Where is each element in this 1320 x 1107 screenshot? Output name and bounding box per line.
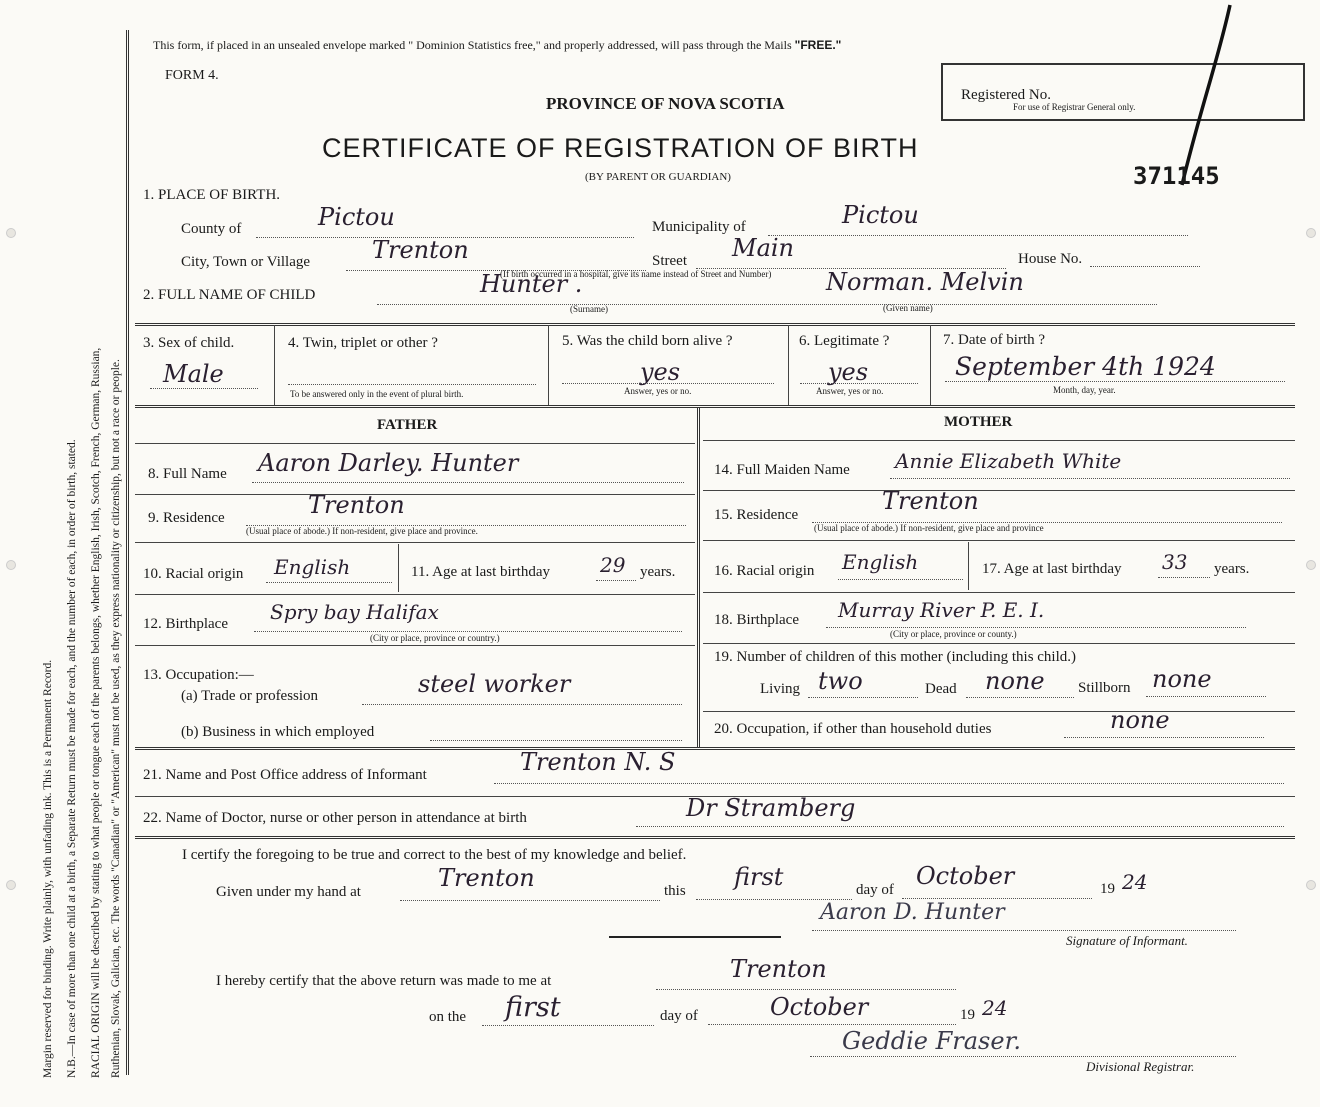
street-value: Main — [732, 234, 795, 262]
mother-children-label: 19. Number of children of this mother (including this child.) — [714, 649, 1077, 665]
municipality-line — [768, 235, 1188, 236]
stamp-rule — [609, 936, 781, 938]
city-value: Trenton — [372, 236, 469, 264]
doctor-value: Dr Stramberg — [686, 794, 856, 822]
row3-top-rule — [135, 323, 1295, 326]
sex-label: 3. Sex of child. — [143, 335, 235, 351]
row-rule — [703, 592, 1295, 593]
registrar-signature-line — [810, 1056, 1236, 1057]
mother-occupation-value: none — [1110, 706, 1170, 734]
row-rule — [703, 711, 1295, 712]
mother-residence-note: (Usual place of abode.) If non-resident, give place and province — [814, 523, 1044, 533]
mother-racial-line — [838, 579, 963, 580]
father-age-label: 11. Age at last birthday — [411, 564, 550, 580]
punch-hole — [1306, 228, 1316, 238]
punch-hole — [1306, 560, 1316, 570]
living-value: two — [818, 667, 863, 695]
registrar-month-value: October — [770, 993, 869, 1021]
mother-heading-rule — [703, 440, 1295, 441]
mother-heading: MOTHER — [944, 414, 1013, 430]
mother-occupation-line — [1064, 737, 1264, 738]
informant-line — [494, 783, 1284, 784]
father-residence-label: 9. Residence — [148, 510, 225, 526]
binding-margin-rule — [126, 30, 129, 1075]
row-rule — [135, 494, 695, 495]
row-rule — [703, 643, 1295, 644]
living-label: Living — [760, 681, 800, 697]
province-heading: PROVINCE OF NOVA SCOTIA — [546, 94, 785, 113]
day-of-label: day of — [856, 882, 894, 898]
registrar-day-value: first — [505, 992, 561, 1023]
mother-birthplace-value: Murray River P. E. I. — [838, 598, 1045, 622]
registrar-day-line — [482, 1025, 654, 1026]
father-birthplace-value: Spry bay Halifax — [270, 600, 439, 624]
given-caption: (Given name) — [883, 303, 933, 313]
dead-value: none — [985, 667, 1045, 695]
registrar-signature: Geddie Fraser. — [842, 1027, 1022, 1055]
registered-label: Registered No. — [961, 87, 1051, 103]
row-rule — [135, 542, 695, 543]
registrar-place-value: Trenton — [730, 955, 827, 983]
alive-label: 5. Was the child born alive ? — [562, 333, 733, 349]
given-under-hand-label: Given under my hand at — [216, 884, 361, 900]
mother-age-line — [1158, 577, 1210, 578]
punch-hole — [6, 880, 16, 890]
registrar-day-of-label: day of — [660, 1008, 698, 1024]
stillborn-line — [1146, 696, 1266, 697]
row-divider — [398, 544, 399, 592]
mother-birthplace-line — [826, 627, 1246, 628]
father-business-line — [430, 740, 682, 741]
father-trade-line — [362, 704, 682, 705]
margin-note-racial-1: RACIAL ORIGIN will be described by stating to what people or tongue each of the parents belongs, whether English, Irish, Scotch, French, German, Russian, — [90, 347, 102, 1078]
legitimate-label: 6. Legitimate ? — [799, 333, 890, 349]
informant-signature: Aaron D. Hunter — [820, 900, 1005, 925]
margin-note-nb: N.B.—In case of more than one child at a birth, a Separate Return must be made for each, and the number of each, in order of birth, stated. — [66, 439, 78, 1078]
living-line — [808, 697, 918, 698]
mother-residence-value: Trenton — [882, 487, 979, 515]
registrar-place-line — [656, 989, 956, 990]
registrar-cert-text: I hereby certify that the above return was made to me at — [216, 973, 552, 989]
child-name-label: 2. FULL NAME OF CHILD — [143, 287, 316, 303]
stillborn-value: none — [1152, 665, 1212, 693]
this-label: this — [664, 883, 686, 899]
municipality-value: Pictou — [842, 201, 919, 229]
registrar-caption: Divisional Registrar. — [1086, 1059, 1195, 1074]
row-rule — [703, 540, 1295, 541]
county-value: Pictou — [318, 203, 395, 231]
dob-note: Month, day, year. — [1053, 385, 1116, 395]
certificate-subtitle: (BY PARENT OR GUARDIAN) — [585, 171, 731, 183]
doctor-label: 22. Name of Doctor, nurse or other person in attendance at birth — [143, 810, 527, 826]
father-birthplace-note: (City or place, province or country.) — [370, 633, 500, 643]
hospital-note: (If birth occurred in a hospital, give its name instead of Street and Number) — [500, 269, 772, 279]
father-trade-value: steel worker — [418, 670, 571, 698]
alive-note: Answer, yes or no. — [624, 386, 692, 396]
twin-note: To be answered only in the event of plural birth. — [290, 389, 464, 399]
house-no-line — [1090, 266, 1200, 267]
child-name-line — [377, 304, 1157, 305]
stillborn-label: Stillborn — [1078, 680, 1131, 696]
registrar-month-line — [708, 1024, 956, 1025]
mother-name-line — [890, 478, 1290, 479]
twin-label: 4. Twin, triplet or other ? — [288, 335, 438, 351]
father-heading-rule — [135, 443, 695, 444]
surname-caption: (Surname) — [570, 304, 608, 314]
row3-divider — [548, 325, 549, 405]
margin-note-racial-2: Ruthenian, Slovak, Galician, etc. The words "Canadian" or "American" must not be used, as they express nationality or citizenship, but not a race or people. — [110, 359, 122, 1078]
row3-divider — [930, 325, 931, 405]
punch-hole — [1306, 880, 1316, 890]
street-label: Street — [652, 253, 687, 269]
father-age-line — [596, 580, 636, 581]
father-racial-line — [266, 582, 392, 583]
mother-birthplace-label: 18. Birthplace — [714, 612, 799, 628]
mother-occupation-label: 20. Occupation, if other than household duties — [714, 721, 992, 737]
informant-signature-caption: Signature of Informant. — [1066, 933, 1188, 948]
father-name-label: 8. Full Name — [148, 466, 227, 482]
father-age-unit: years. — [640, 564, 676, 580]
row-divider — [968, 542, 969, 590]
twin-line — [288, 384, 536, 385]
mother-racial-label: 16. Racial origin — [714, 563, 815, 579]
given-year-value: 24 — [1122, 870, 1148, 894]
registrar-use-note: For use of Registrar General only. — [1013, 102, 1136, 112]
mother-name-value: Annie Elizabeth White — [895, 449, 1122, 473]
row-rule — [135, 594, 695, 595]
mother-age-value: 33 — [1162, 550, 1188, 574]
mother-age-unit: years. — [1214, 561, 1250, 577]
informant-label: 21. Name and Post Office address of Informant — [143, 767, 427, 783]
county-label: County of — [181, 221, 242, 237]
form-number: FORM 4. — [165, 68, 219, 83]
city-label: City, Town or Village — [181, 254, 311, 270]
parents-divider — [697, 407, 700, 747]
dob-line — [945, 381, 1285, 382]
dob-label: 7. Date of birth ? — [943, 332, 1046, 348]
informant-value: Trenton N. S — [520, 748, 676, 776]
given-month-line — [902, 898, 1092, 899]
registration-number: 371145 — [1133, 162, 1220, 190]
given-year-prefix: 19 — [1100, 881, 1115, 897]
legitimate-value: yes — [828, 358, 869, 386]
father-age-value: 29 — [600, 553, 626, 577]
informant-signature-line — [812, 930, 1236, 931]
punch-hole — [6, 228, 16, 238]
father-heading: FATHER — [377, 417, 438, 433]
dob-value: September 4th 1924 — [955, 352, 1216, 381]
father-residence-value: Trenton — [308, 491, 405, 519]
doctor-line — [636, 826, 1284, 827]
house-no-label: House No. — [1018, 251, 1083, 267]
given-day-value: first — [734, 863, 784, 891]
sex-line — [150, 388, 258, 389]
certificate-title: CERTIFICATE OF REGISTRATION OF BIRTH — [322, 133, 919, 163]
row3-divider — [788, 325, 789, 405]
parents-bottom-rule — [135, 747, 1295, 750]
alive-value: yes — [640, 358, 681, 386]
given-place-line — [400, 900, 660, 901]
row3-divider — [274, 325, 275, 405]
mother-age-label: 17. Age at last birthday — [982, 561, 1122, 577]
registrar-year-prefix: 19 — [960, 1007, 975, 1023]
place-of-birth-heading: 1. PLACE OF BIRTH. — [143, 187, 281, 203]
parents-top-rule — [135, 405, 1295, 408]
legitimate-note: Answer, yes or no. — [816, 386, 884, 396]
child-given-value: Norman. Melvin — [826, 268, 1024, 296]
given-month-value: October — [916, 862, 1015, 890]
father-trade-label: (a) Trade or profession — [181, 688, 319, 704]
father-name-value: Aaron Darley. Hunter — [258, 449, 519, 477]
sex-value: Male — [163, 360, 224, 388]
mother-name-label: 14. Full Maiden Name — [714, 462, 850, 478]
registrar-year-value: 24 — [982, 996, 1008, 1020]
father-business-label: (b) Business in which employed — [181, 724, 375, 740]
father-racial-value: English — [274, 555, 351, 579]
mother-residence-label: 15. Residence — [714, 507, 799, 523]
given-place-value: Trenton — [438, 864, 535, 892]
father-occupation-label: 13. Occupation:— — [143, 667, 254, 683]
father-racial-label: 10. Racial origin — [143, 566, 244, 582]
certify-text: I certify the foregoing to be true and correct to the best of my knowledge and belief. — [182, 847, 687, 863]
row-rule — [703, 490, 1295, 491]
on-the-label: on the — [429, 1009, 467, 1025]
dead-label: Dead — [925, 681, 957, 697]
row-rule — [135, 645, 695, 646]
margin-note-binding: Margin reserved for binding. Write plainly, with unfading ink. This is a Permanent Record. — [42, 659, 54, 1078]
father-birthplace-label: 12. Birthplace — [143, 616, 228, 632]
mother-birthplace-note: (City or place, province or county.) — [890, 629, 1017, 639]
dead-line — [966, 697, 1074, 698]
father-name-line — [252, 482, 684, 483]
mother-racial-value: English — [842, 550, 919, 574]
mail-notice: This form, if placed in an unsealed envelope marked " Dominion Statistics free," and properly addressed, will pass through the Mails "FREE." — [153, 38, 842, 52]
child-surname-value: Hunter . — [480, 270, 583, 298]
father-birthplace-line — [254, 631, 682, 632]
father-residence-note: (Usual place of abode.) If non-resident, give place and province. — [246, 526, 478, 536]
punch-hole — [6, 560, 16, 570]
municipality-label: Municipality of — [652, 219, 746, 235]
certification-top-rule — [135, 836, 1295, 839]
